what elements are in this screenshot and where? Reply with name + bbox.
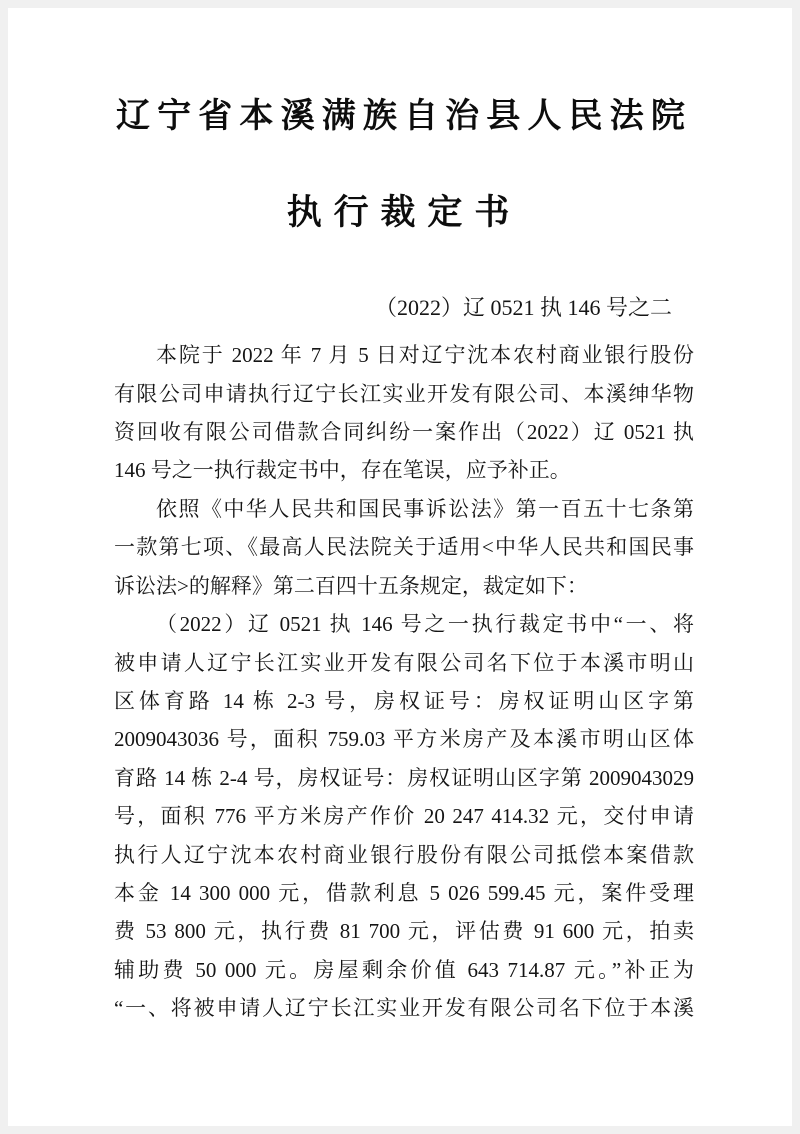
case-number: （2022）辽 0521 执 146 号之二 xyxy=(374,295,672,321)
text-line: 依照《中华人民共和国民事诉讼法》第一百五十七条第 xyxy=(156,496,694,521)
text-line: 有限公司申请执行辽宁长江实业开发有限公司、本溪绅华物 xyxy=(114,381,694,406)
text-line: 费 53 800 元，执行费 81 700 元，评估费 91 600 元，拍卖 xyxy=(114,919,694,944)
paragraph xyxy=(114,336,694,490)
paragraph xyxy=(114,605,694,1027)
text-line: （2022）辽 0521 执 146 号之一执行裁定书中“一、将 xyxy=(156,612,694,637)
text-line: “一、将被申请人辽宁长江实业开发有限公司名下位于本溪 xyxy=(114,996,694,1021)
text-line: 号，面积 776 平方米房产作价 20 247 414.32 元，交付申请 xyxy=(114,804,694,829)
text-line: 被申请人辽宁长江实业开发有限公司名下位于本溪市明山 xyxy=(114,650,694,675)
text-line: 本金 14 300 000 元，借款利息 5 026 599.45 元，案件受理 xyxy=(114,880,694,905)
page xyxy=(8,8,792,1126)
document-content xyxy=(8,96,792,1028)
text-line: 2009043036 号，面积 759.03 平方米房产及本溪市明山区体 xyxy=(114,727,694,752)
text-line: 146 号之一执行裁定书中，存在笔误，应予补正。 xyxy=(114,458,571,483)
court-name: 辽宁省本溪满族自治县人民法院 xyxy=(116,98,692,135)
text-line: 执行人辽宁沈本农村商业银行股份有限公司抵偿本案借款 xyxy=(114,842,694,867)
text-line: 辅助费 50 000 元。房屋剩余价值 643 714.87 元。”补正为 xyxy=(114,957,694,982)
text-line: 区体育路 14 栋 2-3 号，房权证号：房权证明山区字第 xyxy=(114,688,694,713)
text-line: 诉讼法>的解释》第二百四十五条规定，裁定如下： xyxy=(114,573,588,598)
paragraph xyxy=(114,490,694,605)
text-line: 资回收有限公司借款合同纠纷一案作出（2022）辽 0521 执 xyxy=(114,420,694,445)
text-line: 本院于 2022 年 7 月 5 日对辽宁沈本农村商业银行股份 xyxy=(156,343,694,368)
text-line: 一款第七项、《最高人民法院关于适用<中华人民共和国民事 xyxy=(114,535,694,560)
document-body xyxy=(114,336,694,1027)
text-line: 育路 14 栋 2-4 号，房权证号：房权证明山区字第 2009043029 xyxy=(114,765,694,790)
document-type-title: 执行裁定书 xyxy=(286,192,522,232)
